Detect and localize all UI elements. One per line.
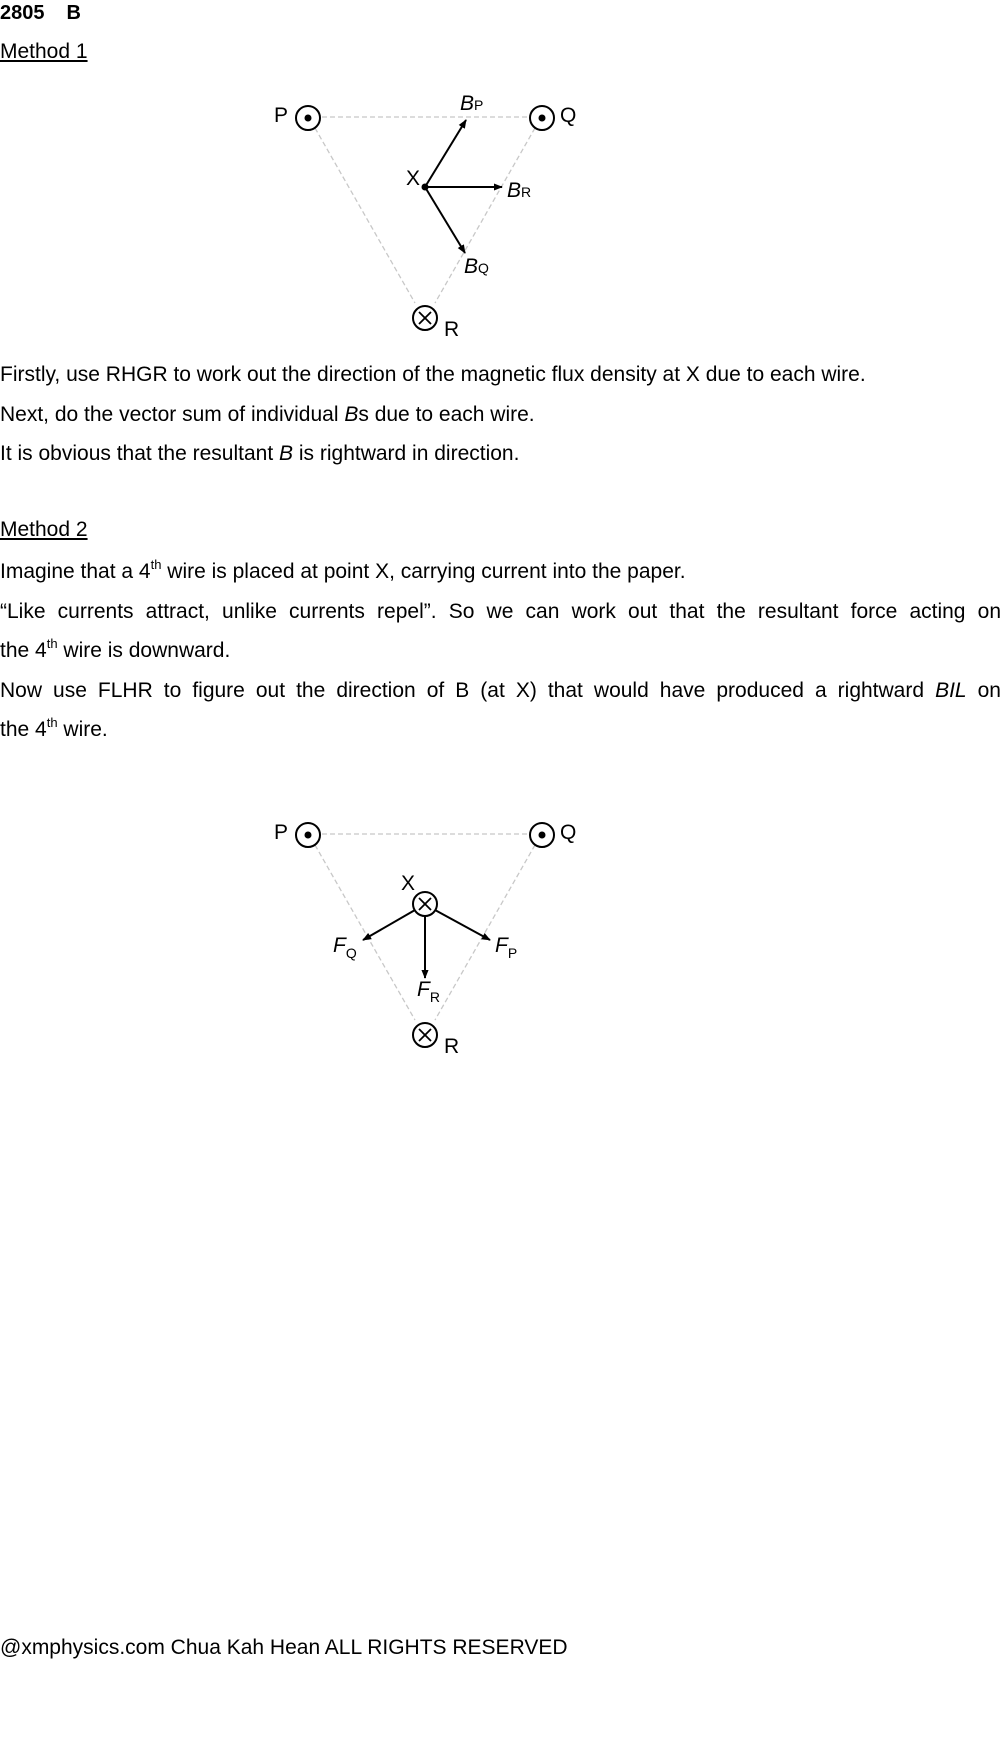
method1-line-3: It is obvious that the resultant B is rightward in direction. (0, 442, 520, 465)
method2-line-3: the 4th wire is downward. (0, 636, 231, 662)
wire-p-out-of-page-icon (296, 106, 320, 130)
label-fq: $F_Q$ (333, 934, 357, 961)
label-q: Q (560, 104, 577, 127)
wire-q-out-of-page-icon (530, 106, 554, 130)
method1-title: Method 1 (0, 40, 88, 63)
label-q-2: Q (560, 821, 577, 844)
answer-letter: B (66, 2, 81, 24)
method1-text (0, 355, 1001, 474)
method1-diagram (0, 0, 1001, 350)
label-fr: $F_R$ (417, 978, 440, 1005)
question-number: 2805 (0, 2, 45, 24)
force-fp-arrow (435, 910, 490, 940)
method1-line-1: Firstly, use RHGR to work out the direction of the magnetic flux density at X due to each wire. (0, 363, 866, 386)
method1-line-2: Next, do the vector sum of individual Bs due to each wire. (0, 402, 535, 426)
wire-q-out-of-page-icon-2 (530, 823, 554, 847)
label-p-2: P (274, 821, 289, 844)
wire-r-into-page-icon (413, 306, 437, 330)
label-fp: $F_P$ (495, 934, 518, 961)
copyright-footer: @xmphysics.com Chua Kah Hean ALL RIGHTS RESERVED (0, 1636, 568, 1659)
label-bq: BQ (464, 255, 489, 278)
wire-x-into-page-icon (413, 892, 437, 916)
label-br: BR (507, 179, 532, 202)
method2-diagram (0, 800, 1001, 1070)
label-r-2: R (444, 1035, 460, 1058)
triangle-outline (315, 117, 535, 303)
force-fq-arrow (363, 910, 415, 940)
method2-title: Method 2 (0, 518, 88, 541)
vector-bq-arrow (425, 187, 465, 253)
method2-line-1: Imagine that a 4th wire is placed at point X, carrying current into the paper. (0, 557, 686, 583)
wire-p-out-of-page-icon-2 (296, 823, 320, 847)
method2-text (0, 552, 1001, 750)
label-x-2: X (401, 872, 416, 895)
label-bp: BP (460, 92, 484, 115)
label-x: X (406, 167, 421, 190)
vector-bp-arrow (425, 120, 466, 187)
wire-r-into-page-icon-2 (413, 1023, 437, 1047)
label-r: R (444, 318, 460, 341)
method2-line-4: Now use FLHR to figure out the direction of B (at X) that would have produced a rightward BIL on (0, 678, 1001, 702)
method2-line-2: “Like currents attract, unlike currents repel”. So we can work out that the resultant force acting on (0, 599, 1001, 623)
label-p: P (274, 104, 289, 127)
method2-line-5: the 4th wire. (0, 715, 108, 741)
